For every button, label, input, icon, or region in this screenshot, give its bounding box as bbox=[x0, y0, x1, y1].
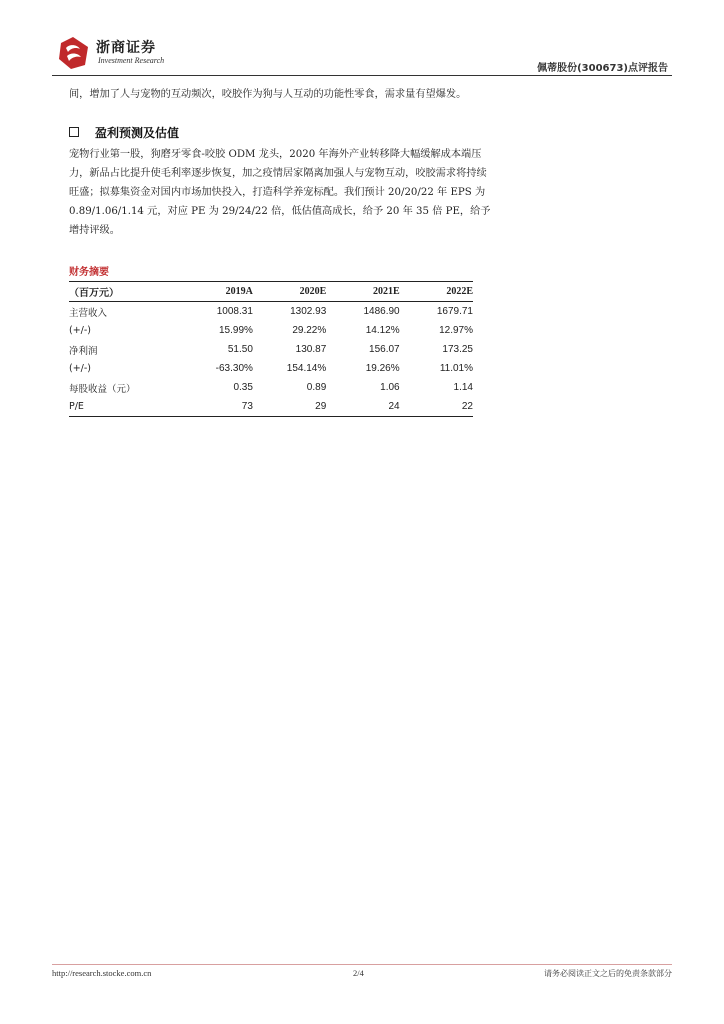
table-cell: 73 bbox=[180, 397, 253, 417]
financial-summary-title: 财务摘要 bbox=[69, 267, 109, 278]
table-row bbox=[69, 302, 473, 322]
table-cell: 29.22% bbox=[292, 325, 327, 336]
table-header-row bbox=[69, 282, 473, 302]
body-paragraph-2: 宠物行业第一股，狗磨牙零食-咬胶 ODM 龙头，2020 年海外产业转移降大幅缓解成本端压力，新品占比提升使毛利率逐步恢复，加之疫情居家隔离加强人与宠物互动，咬胶需求将持续旺盛；拟募集资金对国内市场加快投入，打造科学养宠标配。我们预计 20/20/22 年 EPS 为 0.89/1.06/1.14 元，对应 PE 为 29/24/22 倍，低估值高成长，给予 20 年 35 倍 PE，给予增持评级。 bbox=[69, 149, 491, 236]
table-row bbox=[69, 321, 473, 340]
table-cell: 1008.31 bbox=[216, 306, 253, 317]
table-cell: 29 bbox=[253, 397, 326, 417]
table-cell: 0.35 bbox=[233, 382, 253, 393]
table-cell: 24 bbox=[326, 397, 399, 417]
table-row bbox=[69, 397, 473, 417]
brand-name-cn: 浙商证券 bbox=[96, 40, 156, 56]
brand-logo-icon bbox=[55, 35, 91, 71]
table-cell: 51.50 bbox=[227, 344, 253, 355]
row-label: 主营收入 bbox=[69, 307, 108, 319]
table-row bbox=[69, 359, 473, 378]
table-cell: 154.14% bbox=[286, 363, 327, 374]
row-label: (+/-) bbox=[69, 325, 92, 336]
table-cell: 22 bbox=[400, 397, 473, 417]
footer-disclaimer: 请务必阅读正文之后的免责条款部分 bbox=[544, 969, 672, 978]
report-title: 佩蒂股份(300673)点评报告 bbox=[537, 63, 668, 74]
table-cell: 1302.93 bbox=[290, 306, 327, 317]
column-header: 2021E bbox=[326, 282, 399, 302]
footer-divider bbox=[52, 964, 672, 965]
section-heading-text: 盈利预测及估值 bbox=[95, 126, 180, 140]
table-cell: -63.30% bbox=[215, 363, 253, 374]
table-cell: 130.87 bbox=[295, 344, 327, 355]
table-cell: 0.89 bbox=[306, 382, 327, 393]
table-cell: 1.06 bbox=[380, 382, 400, 393]
column-header: 2022E bbox=[400, 282, 473, 302]
row-label: P/E bbox=[69, 397, 180, 417]
table-cell: 11.01% bbox=[439, 363, 473, 374]
column-header: 2020E bbox=[253, 282, 326, 302]
footer-url: http://research.stocke.com.cn bbox=[52, 968, 152, 978]
table-cell: 19.26% bbox=[365, 363, 400, 374]
row-label: 净利润 bbox=[69, 345, 98, 357]
table-row bbox=[69, 340, 473, 359]
financial-summary-table bbox=[69, 281, 473, 417]
table-cell: 14.12% bbox=[365, 325, 400, 336]
row-label: (+/-) bbox=[69, 363, 92, 374]
page-number: 2/4 bbox=[353, 968, 364, 978]
body-paragraph-1: 间，增加了人与宠物的互动频次，咬胶作为狗与人互动的功能性零食，需求量有望爆发。 bbox=[69, 89, 467, 100]
header-divider bbox=[52, 75, 672, 76]
table-cell: 15.99% bbox=[218, 325, 253, 336]
checkbox-bullet-icon bbox=[69, 127, 79, 137]
table-cell: 1.14 bbox=[453, 382, 473, 393]
table-cell: 173.25 bbox=[442, 344, 473, 355]
row-label: 每股收益（元） bbox=[69, 383, 136, 395]
table-cell: 1679.71 bbox=[436, 306, 473, 317]
brand-name-en: Investment Research bbox=[98, 56, 165, 65]
table-cell: 1486.90 bbox=[363, 306, 400, 317]
page-header bbox=[52, 33, 672, 75]
column-header: 2019A bbox=[180, 282, 253, 302]
column-header: （百万元） bbox=[69, 282, 180, 302]
table-cell: 12.97% bbox=[439, 325, 473, 336]
table-cell: 156.07 bbox=[369, 344, 400, 355]
table-row bbox=[69, 378, 473, 397]
